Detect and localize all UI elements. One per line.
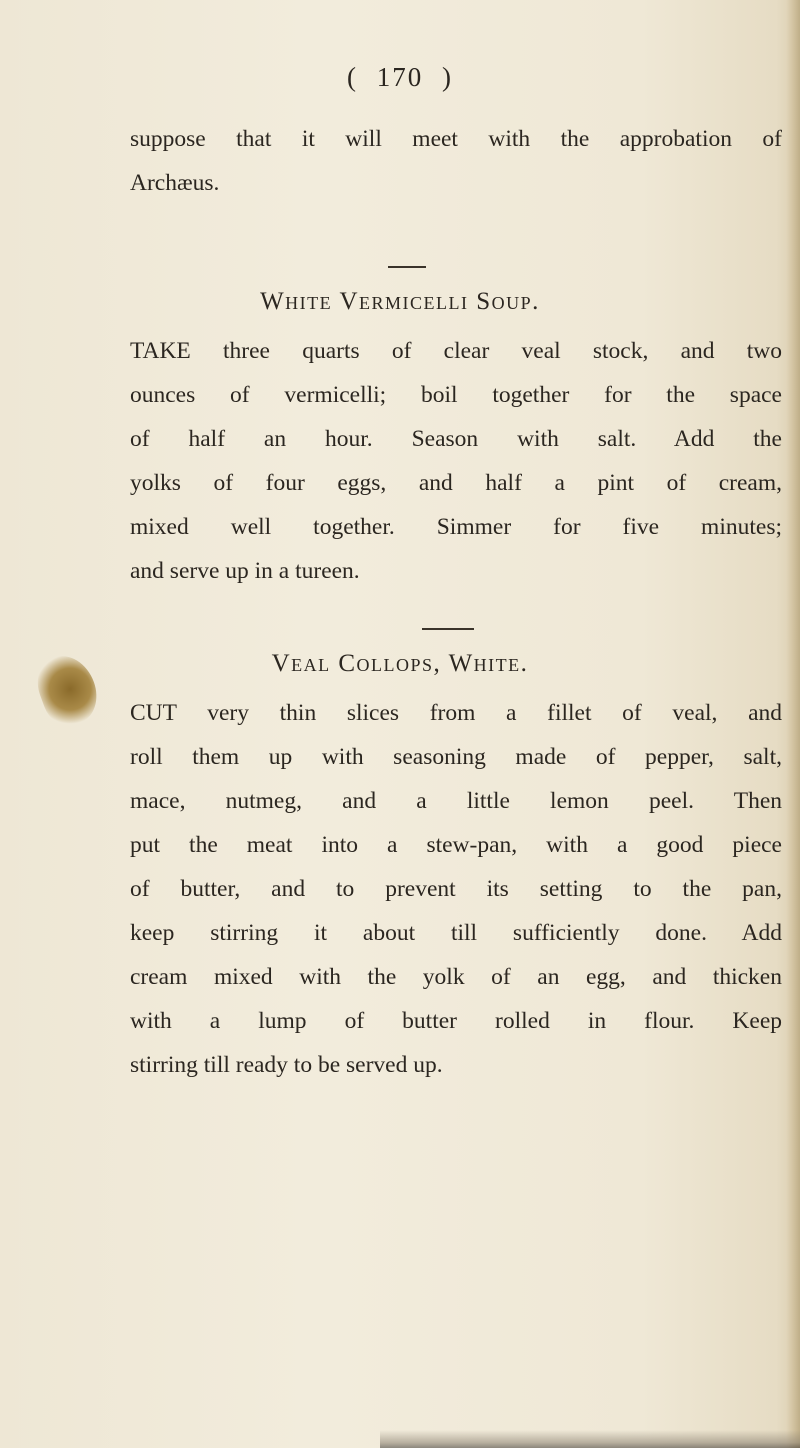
recipe-line: of half an hour. Season with salt. Add the bbox=[130, 426, 782, 452]
recipe-line: stirring till ready to be served up. bbox=[130, 1052, 443, 1078]
recipe-line: yolks of four eggs, and half a pint of cream, bbox=[130, 470, 782, 496]
recipe-line: mace, nutmeg, and a little lemon peel. Then bbox=[130, 788, 782, 814]
recipe-title: White Vermicelli Soup. bbox=[260, 288, 540, 315]
recipe-line: put the meat into a stew-pan, with a good piece bbox=[130, 832, 782, 858]
section-divider bbox=[388, 266, 426, 268]
page-number: ( 170 ) bbox=[347, 62, 453, 92]
recipe-line: cream mixed with the yolk of an egg, and thicken bbox=[130, 964, 782, 990]
recipe-line: TAKE three quarts of clear veal stock, and two bbox=[130, 338, 782, 364]
recipe-line: roll them up with seasoning made of pepper, salt, bbox=[130, 744, 782, 770]
recipe-line: and serve up in a tureen. bbox=[130, 558, 360, 584]
recipe-line: with a lump of butter rolled in flour. Keep bbox=[130, 1008, 782, 1034]
page-edge bbox=[786, 0, 800, 1448]
recipe-line: of butter, and to prevent its setting to the pan, bbox=[130, 876, 782, 902]
recipe-line: keep stirring it about till sufficiently done. Add bbox=[130, 920, 782, 946]
section-divider bbox=[422, 628, 474, 630]
intro-line: suppose that it will meet with the approbation of bbox=[130, 126, 782, 152]
recipe-line: mixed well together. Simmer for five minutes; bbox=[130, 514, 782, 540]
recipe-line: CUT very thin slices from a fillet of veal, and bbox=[130, 700, 782, 726]
recipe-title: Veal Collops, White. bbox=[271, 650, 529, 677]
page-bottom-shadow bbox=[380, 1430, 800, 1448]
intro-line: Archæus. bbox=[130, 170, 220, 196]
recipe-line: ounces of vermicelli; boil together for the space bbox=[130, 382, 782, 408]
